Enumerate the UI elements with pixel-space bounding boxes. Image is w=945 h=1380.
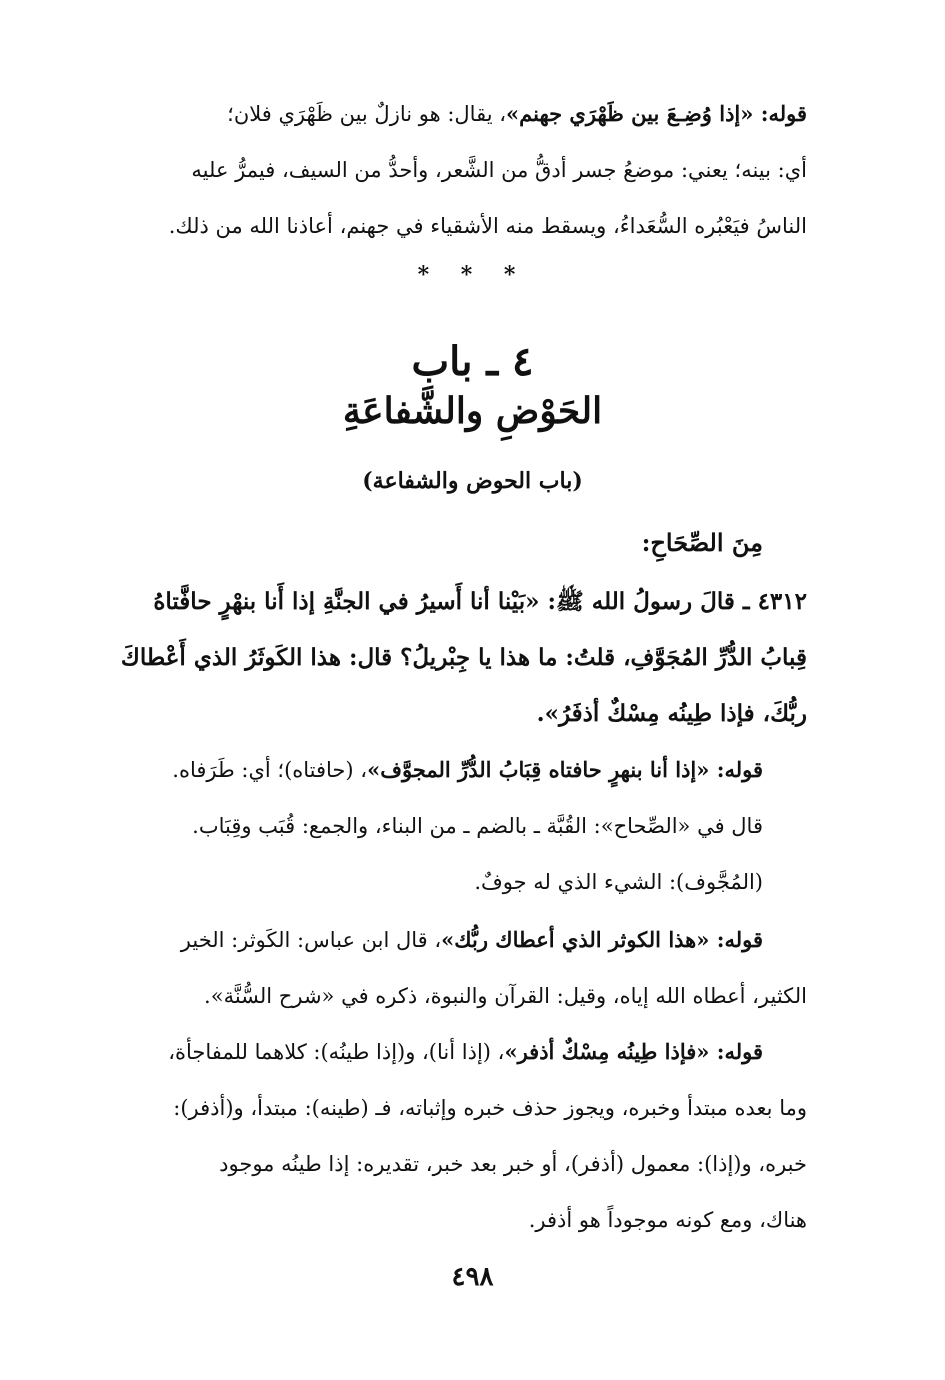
hadith-text (112, 574, 807, 742)
hadith-line: ربُّكَ، فإذا طِينُه مِسْكٌ أذفَرُ». (536, 700, 807, 727)
text-line: قال في «الصِّحاح»: القُبَّة ـ بالضم ـ من البناء، والجمع: قُبَب وقِبَاب. (192, 814, 763, 838)
text-line: خبره، و(إذا): معمول (أذفر)، أو خبر بعد خبر، تقديره: إذا طينُه موجود (219, 1152, 807, 1176)
chapter-title: الحَوْضِ والشَّفاعَةِ (342, 390, 603, 432)
text-line: الناسُ فيَعْبُره السُّعَداءُ، ويسقط منه الأشقياء في جهنم، أعاذنا الله من ذلك. (168, 214, 807, 238)
source-label: مِنَ الصِّحَاحِ: (641, 528, 763, 557)
text-line: وما بعده مبتدأ وخبره، ويجوز حذف خبره وإثباته، فـ (طينه): مبتدأ، و(أذفر): (173, 1096, 807, 1120)
commentary-kawthar (112, 912, 807, 1024)
text-line: هناك، ومع كونه موجوداً هو أذفر. (528, 1208, 807, 1232)
paragraph-jahannam-bridge (112, 86, 807, 254)
commentary-hawd (112, 742, 763, 910)
chapter-subtitle: (باب الحوض والشفاعة) (362, 468, 583, 494)
text-line: أي: بينه؛ يعني: موضعُ جسر أدقُّ من الشَّعر، وأحدُّ من السيف، فيمرُّ عليه (191, 158, 807, 182)
text-line: قوله: «هذا الكوثر الذي أعطاك ربُّك»، قال ابن عباس: الكَوثر: الخير (180, 927, 763, 952)
text-line: قوله: «إذا أنا بنهرٍ حافتاه قِبَابُ الدُّرِّ المجوَّف»، (حافتاه)؛ أي: طَرَفاه. (172, 757, 763, 782)
text-line: (المُجَّوف): الشيء الذي له جوفٌ. (474, 870, 763, 894)
text-line: قوله: «إذا وُضِـعَ بين ظَهْرَي جهنم»، يقال: هو نازلٌ بين ظَهْرَي فلان؛ (227, 101, 807, 126)
commentary-grammar (112, 1024, 807, 1248)
section-separator: * * * (417, 262, 528, 288)
hadith-line: قِبابُ الدُّرِّ المُجَوَّفِ، قلتُ: ما هذا يا جِبْريلُ؟ قال: هذا الكَوثَرُ الذي أَعْطاكَ (120, 644, 807, 671)
text-line: قوله: «فإذا طِينُه مِسْكٌ أذفر»، (إذا أنا)، و(إذا طينُه): كلاهما للمفاجأة، (168, 1039, 763, 1064)
hadith-line: ٤٣١٢ ـ قالَ رسولُ الله ﷺ: «بَيْنا أنا أَسيرُ في الجنَّةِ إذا أَنا بنهْرٍ حافَّتاهُ (153, 588, 807, 615)
text-line: الكثير، أعطاه الله إياه، وقيل: القرآن والنبوة، ذكره في «شرح السُّنَّة». (204, 984, 807, 1008)
chapter-number: ٤ ـ باب (411, 338, 534, 385)
page-number: ٤٩٨ (451, 1262, 494, 1292)
